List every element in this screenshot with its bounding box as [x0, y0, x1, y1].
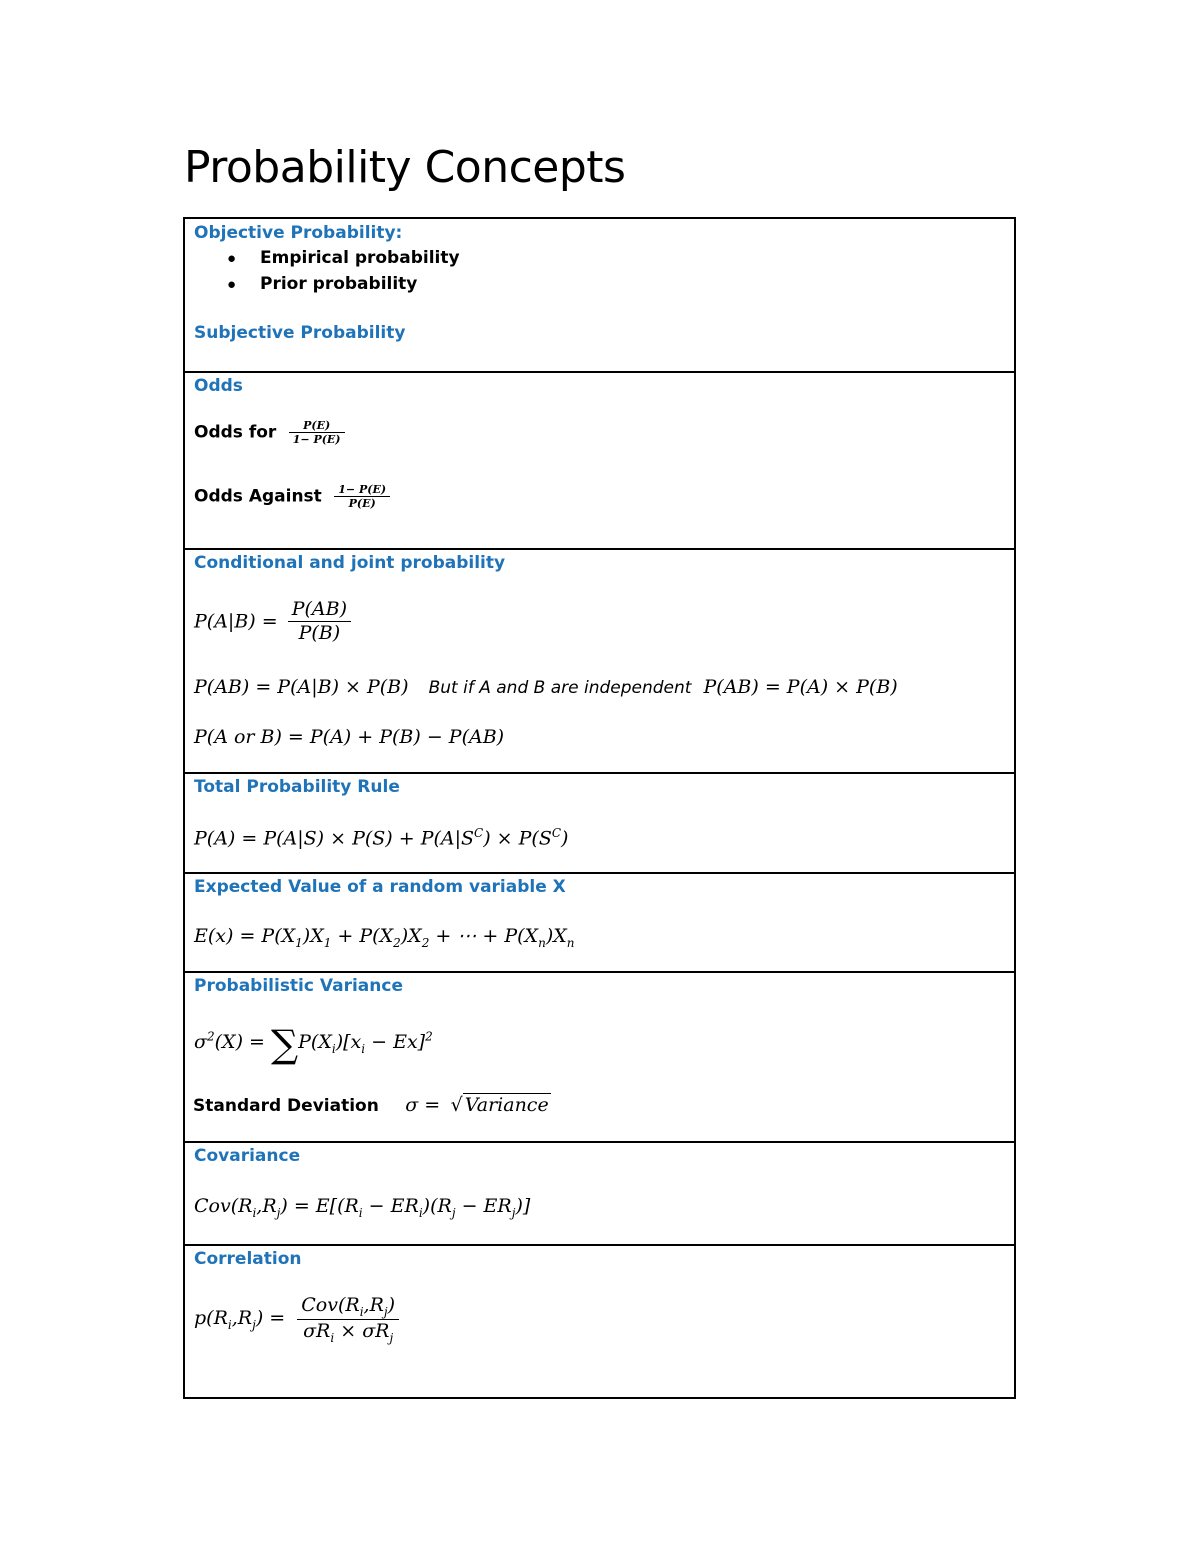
joint-formula-row: [194, 676, 898, 698]
conditional-lhs: P(A|B) =: [194, 610, 278, 633]
standard-deviation-radicand: Variance: [464, 1094, 549, 1116]
formula-subscript: j: [389, 1330, 394, 1345]
joint-formula: P(AB) = P(A|B) × P(B): [194, 676, 409, 698]
independent-formula: P(AB) = P(A) × P(B): [703, 676, 898, 698]
formula-part: − ER: [455, 1195, 512, 1217]
formula-part: )X: [400, 925, 422, 947]
formula-subscript: i: [358, 1205, 363, 1220]
formula-part: ): [561, 827, 569, 850]
formula-part: × σR: [334, 1320, 390, 1343]
formula-part: ) × P(S: [483, 827, 552, 850]
summation-icon: ∑: [270, 1022, 299, 1066]
formula-subscript: n: [538, 935, 546, 950]
section-variance: [185, 971, 1014, 1141]
formula-part: + ⋯ + P(X: [429, 925, 539, 947]
formula-part: )X: [302, 925, 324, 947]
square-root-icon: √: [450, 1094, 463, 1116]
formula-part: (X) =: [214, 1031, 265, 1053]
conditional-heading: Conditional and joint probability: [194, 553, 506, 573]
conditional-numerator: P(AB): [291, 598, 347, 620]
variance-formula: [194, 1022, 433, 1066]
odds-against-row: [194, 483, 390, 510]
formula-part: ) =: [255, 1307, 286, 1330]
formula-part: σR: [303, 1320, 331, 1343]
formula-subscript: i: [330, 1330, 335, 1345]
section-odds: [185, 371, 1014, 548]
conditional-formula: [194, 598, 351, 645]
formula-subscript: i: [331, 1041, 336, 1056]
bullet-icon: ●: [227, 276, 237, 293]
standard-deviation-row: [193, 1093, 551, 1116]
formula-subscript: i: [418, 1205, 423, 1220]
formula-subscript: 1: [295, 935, 303, 950]
list-item-empirical: Empirical probability: [260, 248, 460, 268]
section-expected-value: [185, 872, 1014, 971]
formula-part: )[x: [335, 1031, 362, 1053]
variance-heading: Probabilistic Variance: [194, 976, 403, 996]
odds-against-fraction: [334, 483, 390, 510]
formula-subscript: 2: [393, 935, 401, 950]
expected-heading: Expected Value of a random variable X: [194, 877, 566, 897]
odds-heading: Odds: [194, 376, 243, 396]
section-conditional-probability: [185, 548, 1014, 772]
total-heading: Total Probability Rule: [194, 777, 400, 797]
formula-part: )X: [545, 925, 567, 947]
formula-part: σ: [194, 1031, 207, 1053]
section-correlation: [185, 1244, 1014, 1397]
union-formula: P(A or B) = P(A) + P(B) − P(AB): [194, 726, 505, 748]
odds-against-numerator: 1− P(E): [338, 483, 387, 496]
correlation-fraction: [297, 1294, 399, 1345]
formula-part: − Ex]: [365, 1031, 426, 1053]
formula-part: + P(X: [331, 925, 394, 947]
conditional-denominator: P(B): [288, 621, 351, 645]
correlation-denominator: [297, 1319, 399, 1345]
formula-subscript: j: [276, 1205, 281, 1220]
formula-part: P(A) = P(A|S) × P(S) + P(A|S: [194, 827, 475, 850]
formula-subscript: i: [361, 1041, 366, 1056]
formula-part: ): [387, 1294, 396, 1316]
standard-deviation-label: Standard Deviation: [193, 1096, 379, 1116]
covariance-heading: Covariance: [194, 1146, 301, 1166]
formula-subscript: 1: [323, 935, 332, 950]
section-covariance: [185, 1141, 1014, 1244]
formula-subscript: n: [566, 935, 575, 950]
standard-deviation-lhs: σ =: [405, 1094, 441, 1116]
odds-for-numerator: P(E): [303, 419, 331, 432]
formula-part: p(R: [194, 1307, 228, 1330]
subjective-heading: Subjective Probability: [194, 323, 406, 343]
formula-subscript: j: [511, 1205, 516, 1220]
correlation-numerator: [297, 1294, 399, 1319]
covariance-formula: [194, 1195, 530, 1220]
list-item-prior: Prior probability: [260, 274, 418, 294]
formula-subscript: j: [383, 1304, 388, 1319]
formula-part: ) = E[(R: [280, 1195, 359, 1217]
odds-against-denominator: P(E): [334, 496, 390, 510]
formula-part: ,R: [363, 1294, 384, 1316]
bullet-icon: ●: [227, 250, 237, 267]
odds-for-fraction: [289, 419, 345, 446]
expected-value-formula: [194, 925, 575, 950]
formula-part: E(x) = P(X: [194, 925, 296, 947]
independence-note: But if A and B are independent: [428, 678, 692, 698]
formula-part: Cov(R: [194, 1195, 253, 1217]
odds-against-label: Odds Against: [194, 486, 322, 507]
odds-for-denominator: 1− P(E): [289, 432, 345, 446]
formula-superscript: C: [551, 826, 562, 840]
odds-for-label: Odds for: [194, 422, 277, 443]
section-objective-probability: [185, 219, 1014, 371]
formula-subscript: i: [359, 1304, 364, 1319]
formula-superscript: 2: [206, 1029, 215, 1044]
formula-superscript: 2: [425, 1029, 433, 1044]
correlation-heading: Correlation: [194, 1249, 302, 1269]
formula-subscript: i: [227, 1318, 232, 1333]
section-total-probability: [185, 772, 1014, 872]
odds-for-row: [194, 419, 345, 446]
formula-part: P(X: [298, 1031, 332, 1053]
objective-heading: Objective Probability:: [194, 223, 403, 243]
correlation-formula: [194, 1294, 399, 1345]
formula-part: − ER: [362, 1195, 419, 1217]
formula-part: ,R: [256, 1195, 277, 1217]
formula-part: ,R: [231, 1307, 253, 1330]
concepts-table: [183, 217, 1016, 1399]
formula-part: Cov(R: [301, 1294, 360, 1316]
formula-part: )(R: [422, 1195, 452, 1217]
page-title: Probability Concepts: [184, 142, 626, 193]
total-probability-formula: [194, 826, 568, 849]
conditional-fraction: [288, 598, 351, 645]
formula-subscript: j: [451, 1205, 456, 1220]
formula-subscript: j: [252, 1318, 256, 1333]
correlation-lhs: [194, 1307, 286, 1333]
formula-subscript: i: [252, 1205, 257, 1220]
formula-subscript: 2: [421, 935, 430, 950]
formula-part: )]: [515, 1195, 531, 1217]
formula-superscript: C: [474, 826, 484, 840]
